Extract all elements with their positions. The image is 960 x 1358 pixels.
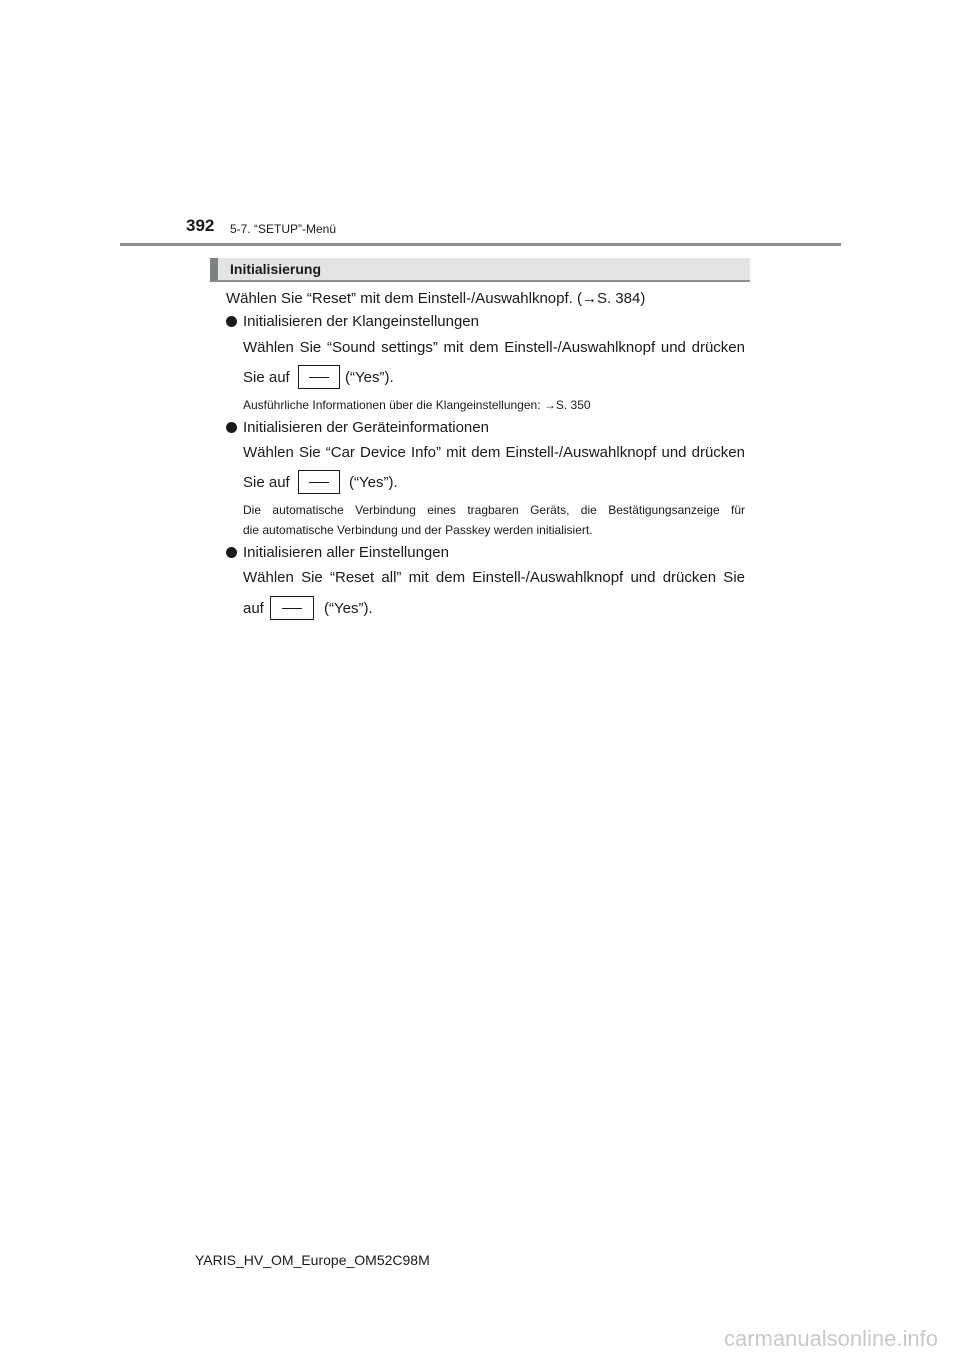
dash-button-icon bbox=[270, 596, 314, 620]
item-instruction-prefix: Sie auf bbox=[243, 369, 290, 386]
item-note: die automatische Verbindung und der Passkey werden initialisiert. bbox=[243, 523, 593, 537]
item-note: Ausführliche Informationen über die Klangeinstellungen: →S. 350 bbox=[243, 398, 591, 412]
page-number: 392 bbox=[186, 216, 215, 235]
item-instruction-suffix: (“Yes”). bbox=[345, 369, 394, 386]
intro-text: Wählen Sie “Reset” mit dem Einstell-/Auswahlknopf. (→S. 384) bbox=[226, 290, 646, 307]
item-heading: Initialisieren der Geräteinformationen bbox=[243, 419, 489, 436]
item-instruction-prefix: Sie auf bbox=[243, 474, 290, 491]
header-rule bbox=[120, 243, 841, 246]
section-title: Initialisierung bbox=[230, 261, 322, 277]
item-heading: Initialisieren der Klangeinstellungen bbox=[243, 313, 479, 330]
dash-button-icon bbox=[298, 365, 340, 389]
item-instruction: Wählen Sie “Car Device Info” mit dem Einstell-/Auswahlknopf und drücken bbox=[243, 444, 745, 461]
chapter-title: 5-7. “SETUP”-Menü bbox=[230, 222, 337, 236]
item-heading: Initialisieren aller Einstellungen bbox=[243, 544, 449, 561]
item-instruction-suffix: (“Yes”). bbox=[324, 600, 373, 617]
item-instruction-prefix: auf bbox=[243, 600, 264, 617]
section-header-bar bbox=[210, 258, 750, 282]
watermark: carmanualsonline.info bbox=[723, 1326, 938, 1351]
item-instruction: Wählen Sie “Sound settings” mit dem Einstell-/Auswahlknopf und drücken bbox=[243, 339, 745, 356]
item-instruction: Wählen Sie “Reset all” mit dem Einstell-/Auswahlknopf und drücken Sie bbox=[243, 569, 745, 586]
item-note: Die automatische Verbindung eines tragbaren Geräts, die Bestätigungsanzeige für bbox=[243, 503, 745, 517]
bullet-icon bbox=[226, 422, 237, 433]
bullet-icon bbox=[226, 316, 237, 327]
dash-button-icon bbox=[298, 470, 340, 494]
bullet-icon bbox=[226, 547, 237, 558]
item-instruction-suffix: (“Yes”). bbox=[349, 474, 398, 491]
footer-document-id: YARIS_HV_OM_Europe_OM52C98M bbox=[195, 1252, 430, 1268]
